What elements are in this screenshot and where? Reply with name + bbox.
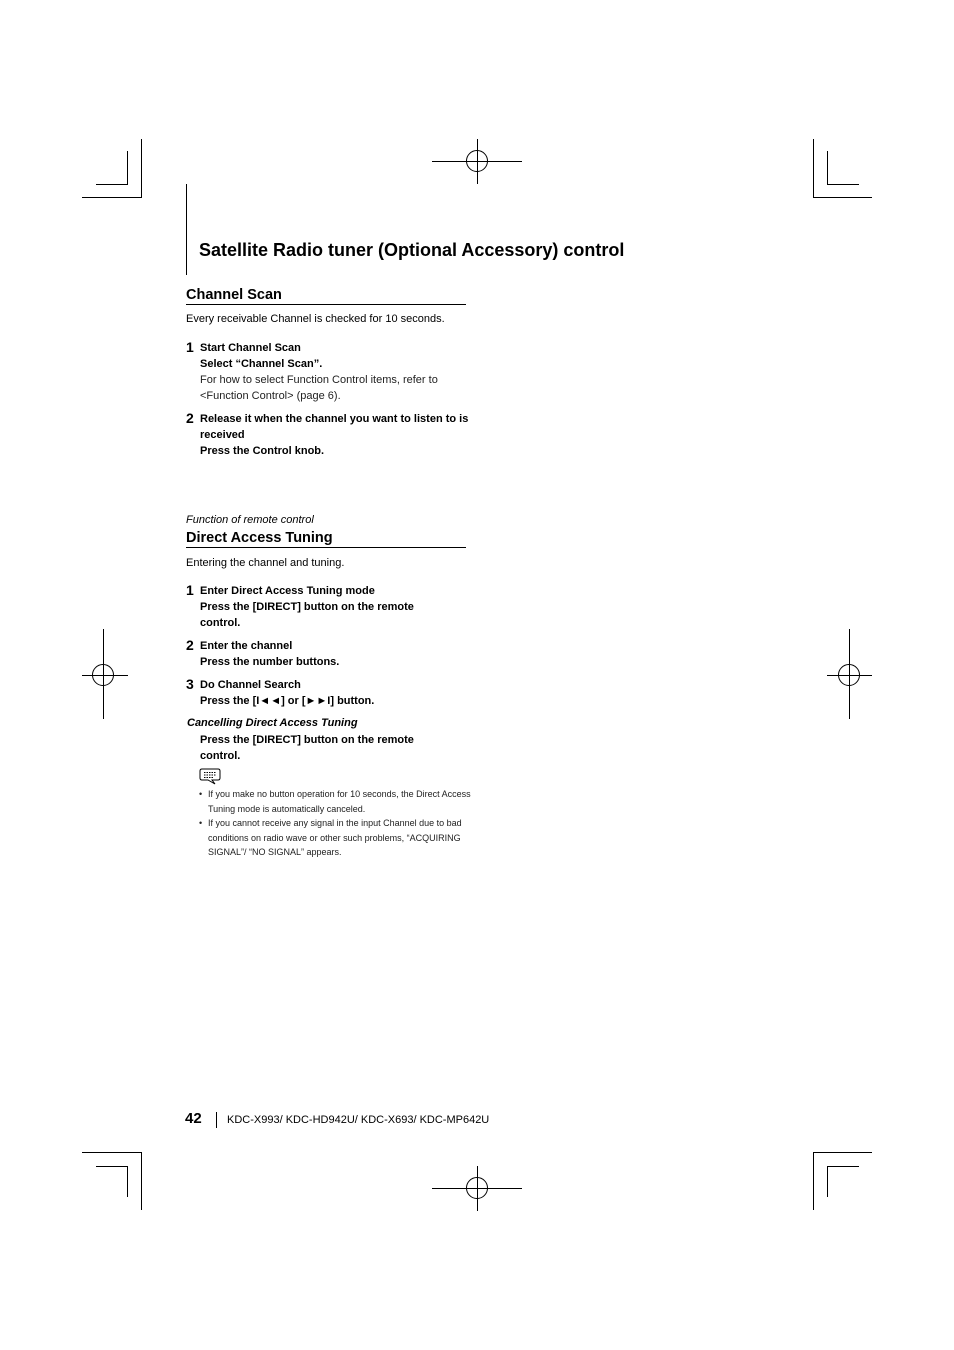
direct-access-intro: Entering the channel and tuning. (186, 557, 345, 569)
channel-scan-step-1 (186, 340, 476, 404)
page-number: 42 (185, 1110, 202, 1127)
step-action: Press the number buttons. (200, 656, 340, 668)
footer-divider (216, 1112, 217, 1128)
channel-scan-intro: Every receivable Channel is checked for 10 seconds. (186, 313, 445, 325)
note-text: If you make no button operation for 10 seconds, the Direct Access Tuning mode is automatically canceled. (208, 789, 471, 814)
direct-access-step-2 (186, 638, 476, 670)
step-number: 3 (186, 676, 194, 692)
step-number: 2 (186, 637, 194, 653)
step-action: Press the [I◄◄] or [►►I] button. (200, 695, 375, 707)
page-title: Satellite Radio tuner (Optional Accessory) control (199, 240, 625, 260)
step-action: Select “Channel Scan”. (200, 358, 323, 370)
cancel-action: Press the [DIRECT] button on the remote control. (200, 734, 414, 762)
direct-access-heading: Direct Access Tuning (186, 530, 466, 548)
note-text: If you cannot receive any signal in the input Channel due to bad conditions on radio wave or other such problems, “ACQUIRING SIGNAL”/ “NO SIGNAL” appears. (208, 818, 462, 857)
cancel-heading: Cancelling Direct Access Tuning (187, 717, 358, 729)
note-item (199, 816, 471, 860)
direct-access-step-3 (186, 677, 476, 709)
direct-access-step-1 (186, 583, 476, 631)
channel-scan-step-2 (186, 411, 476, 459)
step-action: Press the Control knob. (200, 445, 325, 457)
step-title: Release it when the channel you want to listen to is received (200, 413, 469, 441)
model-list: KDC-X993/ KDC-HD942U/ KDC-X693/ KDC-MP642U (227, 1114, 490, 1126)
step-title: Start Channel Scan (200, 342, 301, 354)
title-rule (186, 184, 187, 275)
step-note: For how to select Function Control items, refer to <Function Control> (page 6). (200, 374, 438, 402)
notes-list (199, 787, 471, 860)
bullet: • (199, 818, 203, 828)
bullet: • (199, 789, 203, 799)
step-title: Do Channel Search (200, 679, 301, 691)
step-number: 1 (186, 582, 194, 598)
step-number: 1 (186, 339, 194, 355)
step-title: Enter Direct Access Tuning mode (200, 585, 375, 597)
note-item (199, 787, 471, 816)
step-action: Press the [DIRECT] button on the remote control. (200, 601, 414, 629)
function-label: Function of remote control (186, 514, 314, 526)
step-number: 2 (186, 410, 194, 426)
channel-scan-heading: Channel Scan (186, 287, 466, 305)
step-title: Enter the channel (200, 640, 293, 652)
